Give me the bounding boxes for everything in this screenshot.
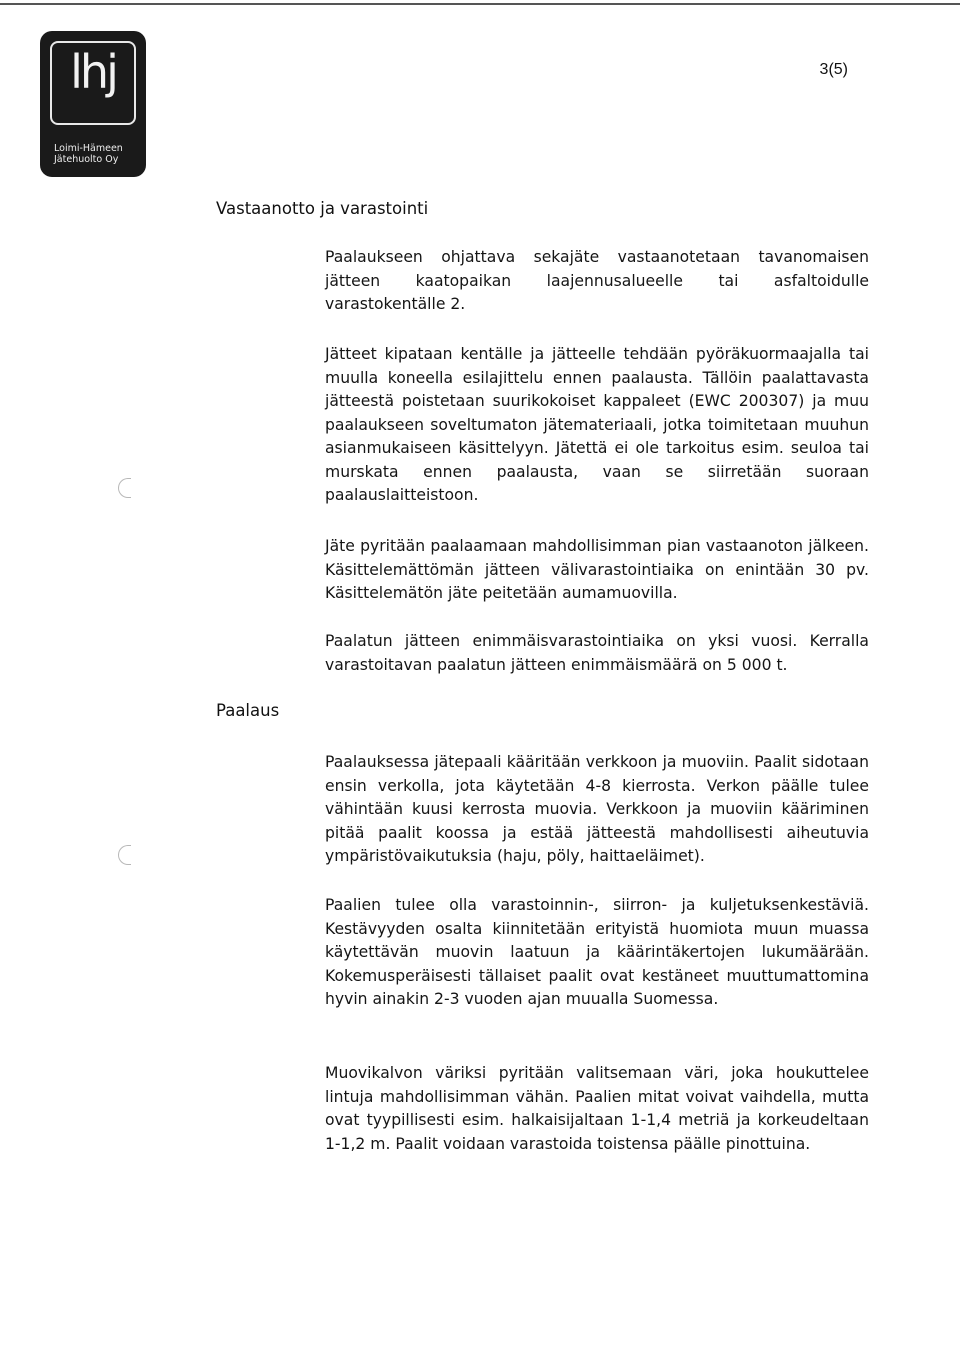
logo-company-line2: Jätehuolto Oy: [54, 154, 119, 165]
punch-hole-mark: [118, 478, 131, 498]
storage-paragraph: Jäte pyritään paalaamaan mahdollisimman pian vastaanoton jälkeen. Käsittelemättömän jätteen välivarastointiaika on enintään 30 pv. Käsittelemätön jäte peitetään aumamuovilla.: [325, 537, 869, 602]
baling-paragraph: Paalien tulee olla varastoinnin-, siirron- ja kuljetuksenkestäviä. Kestävyyden osalta kiinnitetään erityistä huomiota muun muassa käytettävän muovin laatuun ja käärintäkertojen lukumäärään. Kokemusperäisesti tällaiset paalit ovat kestäneet muuttumattomina hyvin ainakin 2-3 vuoden ajan muualla Suomessa.: [325, 896, 869, 1008]
storage-paragraph: Paalaukseen ohjattava sekajäte vastaanotetaan tavanomaisen jätteen kaatopaikan laajennusalueelle tai asfaltoidulle varastokentälle 2.: [325, 248, 869, 313]
top-rule: [0, 3, 960, 5]
storage-paragraph: Jätteet kipataan kentälle ja jätteelle tehdään pyöräkuormaajalla tai muulla koneella esilajittelu ennen paalausta. Tällöin paalattavasta jätteestä poistetaan suurikokoiset kappaleet (EWC 200307) ja muu paalaukseen soveltumaton jätemateriaali, jotka toimitetaan muuhun asianmukaiseen käsittelyyn. Jätettä ei ole tarkoitus esim. seuloa tai murskata ennen paalausta, vaan se siirretään suoraan paalauslaitteistoon.: [325, 345, 869, 504]
punch-hole-mark: [118, 845, 131, 865]
page-number: 3(5): [819, 61, 848, 78]
logo-company-line1: Loimi-Hämeen: [54, 143, 123, 154]
storage-paragraph: Paalatun jätteen enimmäisvarastointiaika on yksi vuosi. Kerralla varastoitavan paalatun jätteen enimmäismäärä on 5 000 t.: [325, 632, 869, 674]
logo-mark: [50, 41, 136, 125]
baling-paragraph: Paalauksessa jätepaali kääritään verkkoon ja muoviin. Paalit sidotaan ensin verkolla, jota käytetään 4-8 kierrosta. Verkon päälle tulee vähintään kuusi kerrosta muovia. Verkkoon ja muoviin kääriminen pitää paalit koossa ja estää jätteestä mahdollisesti aiheutuvia ympäristövaikutuksia (haju, pöly, haittaeläimet).: [325, 753, 869, 865]
logo-letters: lhj: [70, 45, 116, 99]
section-heading-storage: Vastaanotto ja varastointi: [216, 199, 429, 218]
baling-paragraph: Muovikalvon väriksi pyritään valitsemaan väri, joka houkuttelee lintuja mahdollisimman vähän. Paalien mitat voivat vaihdella, mutta ovat tyypillisesti esim. halkaisijaltaan 1-1,4 metriä ja korkeudeltaan 1-1,2 m. Paalit voidaan varastoida toistensa päälle pinottuina.: [325, 1064, 869, 1153]
logo-company-name: [54, 143, 134, 165]
company-logo: [40, 31, 146, 177]
section-heading-baling: Paalaus: [216, 701, 280, 720]
